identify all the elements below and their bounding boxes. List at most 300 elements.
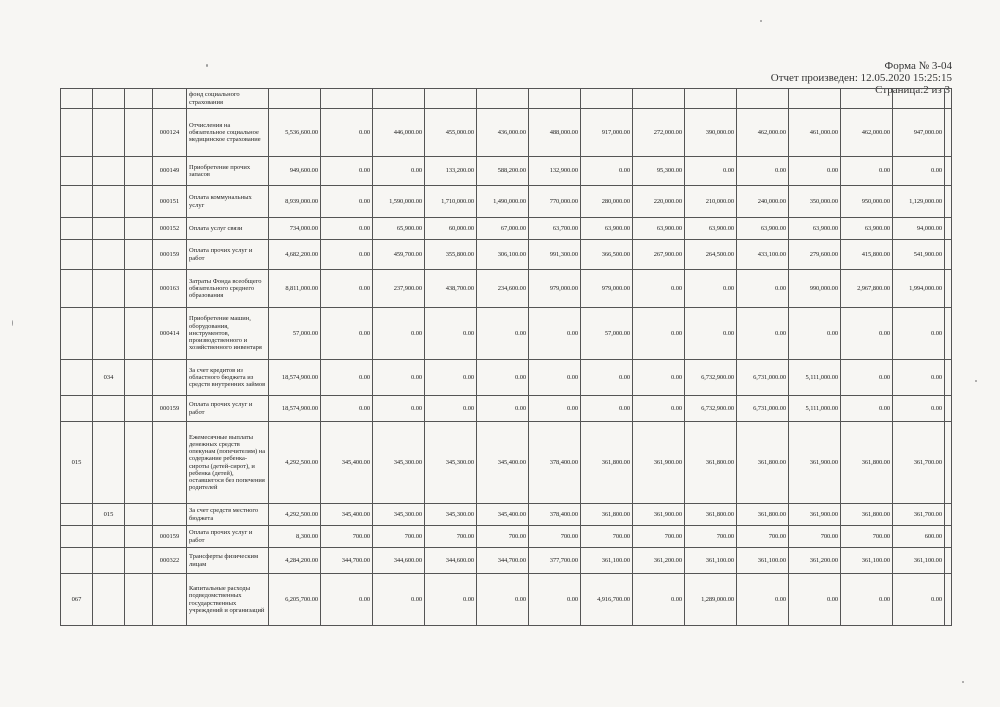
amount-cell: 462,000.00 [841, 109, 893, 157]
function-group-cell [61, 308, 93, 360]
amount-cell: 0.00 [789, 574, 841, 626]
amount-cell: 63,900.00 [633, 218, 685, 240]
amount-cell: 0.00 [581, 396, 633, 422]
amount-cell: 1,490,000.00 [477, 186, 529, 218]
item-name-cell: Оплата прочих услуг и работ [187, 240, 269, 270]
amount-cell: 60,000.00 [425, 218, 477, 240]
amount-cell: 132,900.00 [529, 157, 581, 186]
table-row [61, 308, 952, 360]
amount-cell: 700.00 [373, 526, 425, 548]
specific-code-cell: 000414 [153, 308, 187, 360]
amount-cell: 0.00 [529, 308, 581, 360]
amount-cell: 588,200.00 [477, 157, 529, 186]
amount-cell: 0.00 [373, 157, 425, 186]
amount-cell: 0.00 [841, 574, 893, 626]
amount-cell: 234,600.00 [477, 270, 529, 308]
amount-cell: 279,600.00 [789, 240, 841, 270]
amount-cell: 361,800.00 [841, 422, 893, 504]
specific-code-cell: 000149 [153, 157, 187, 186]
amount-cell: 700.00 [841, 526, 893, 548]
amount-cell: 700.00 [737, 526, 789, 548]
amount-cell: 979,000.00 [529, 270, 581, 308]
amount-cell: 438,700.00 [425, 270, 477, 308]
amount-cell: 345,400.00 [477, 422, 529, 504]
amount-cell: 345,400.00 [321, 422, 373, 504]
amount-cell: 461,000.00 [789, 109, 841, 157]
program-cell [125, 574, 153, 626]
amount-cell: 345,300.00 [425, 422, 477, 504]
amount-cell: 378,400.00 [529, 422, 581, 504]
amount-cell: 18,574,900.00 [269, 396, 321, 422]
function-group-cell [61, 186, 93, 218]
function-group-cell [61, 109, 93, 157]
amount-cell: 220,000.00 [633, 186, 685, 218]
amount-cell: 361,900.00 [789, 422, 841, 504]
subgroup-cell: 034 [93, 360, 125, 396]
function-group-cell [61, 548, 93, 574]
amount-cell: 0.00 [321, 574, 373, 626]
subgroup-cell [93, 89, 125, 109]
specific-code-cell: 000152 [153, 218, 187, 240]
item-name-cell: За счет кредитов из областного бюджета из средств внутренних займов [187, 360, 269, 396]
amount-cell: 947,000.00 [893, 109, 945, 157]
amount-cell: 0.00 [529, 396, 581, 422]
amount-cell [945, 574, 952, 626]
function-group-cell: 015 [61, 422, 93, 504]
amount-cell: 541,900.00 [893, 240, 945, 270]
amount-cell: 361,900.00 [633, 422, 685, 504]
amount-cell [477, 89, 529, 109]
amount-cell: 0.00 [373, 574, 425, 626]
amount-cell [737, 89, 789, 109]
amount-cell [945, 89, 952, 109]
amount-cell [581, 89, 633, 109]
amount-cell: 0.00 [789, 157, 841, 186]
item-name-cell: Оплата услуг связи [187, 218, 269, 240]
amount-cell: 344,600.00 [373, 548, 425, 574]
amount-cell: 0.00 [737, 157, 789, 186]
amount-cell: 0.00 [893, 396, 945, 422]
amount-cell: 700.00 [685, 526, 737, 548]
amount-cell: 361,800.00 [685, 422, 737, 504]
amount-cell: 345,400.00 [477, 504, 529, 526]
amount-cell: 0.00 [841, 308, 893, 360]
amount-cell: 0.00 [425, 360, 477, 396]
amount-cell: 344,600.00 [425, 548, 477, 574]
amount-cell [893, 89, 945, 109]
amount-cell [633, 89, 685, 109]
specific-code-cell [153, 422, 187, 504]
program-cell [125, 504, 153, 526]
form-number: Форма № 3-04 [884, 60, 952, 72]
amount-cell [945, 422, 952, 504]
amount-cell: 18,574,900.00 [269, 360, 321, 396]
amount-cell: 0.00 [321, 396, 373, 422]
amount-cell [945, 109, 952, 157]
amount-cell: 949,600.00 [269, 157, 321, 186]
item-name-cell: Оплата прочих услуг и работ [187, 526, 269, 548]
amount-cell: 0.00 [893, 574, 945, 626]
amount-cell: 361,100.00 [841, 548, 893, 574]
amount-cell: 306,100.00 [477, 240, 529, 270]
specific-code-cell [153, 360, 187, 396]
table-row [61, 574, 952, 626]
amount-cell: 990,000.00 [789, 270, 841, 308]
amount-cell [945, 270, 952, 308]
amount-cell: 5,111,000.00 [789, 396, 841, 422]
table-row [61, 396, 952, 422]
amount-cell: 979,000.00 [581, 270, 633, 308]
amount-cell: 991,300.00 [529, 240, 581, 270]
amount-cell: 4,916,700.00 [581, 574, 633, 626]
table-row [61, 218, 952, 240]
table-row [61, 526, 952, 548]
amount-cell: 0.00 [321, 360, 373, 396]
amount-cell: 210,000.00 [685, 186, 737, 218]
amount-cell: 6,732,900.00 [685, 396, 737, 422]
amount-cell [945, 396, 952, 422]
amount-cell: 700.00 [425, 526, 477, 548]
item-name-cell: Отчисления на обязательное социальное медицинское страхование [187, 109, 269, 157]
amount-cell: 0.00 [321, 157, 373, 186]
amount-cell: 433,100.00 [737, 240, 789, 270]
amount-cell: 700.00 [581, 526, 633, 548]
amount-cell: 488,000.00 [529, 109, 581, 157]
function-group-cell: 067 [61, 574, 93, 626]
amount-cell: 366,500.00 [581, 240, 633, 270]
item-name-cell: Оплата коммунальных услуг [187, 186, 269, 218]
amount-cell: 65,900.00 [373, 218, 425, 240]
function-group-cell [61, 218, 93, 240]
amount-cell: 4,284,200.00 [269, 548, 321, 574]
function-group-cell [61, 89, 93, 109]
amount-cell: 0.00 [321, 186, 373, 218]
amount-cell: 459,700.00 [373, 240, 425, 270]
amount-cell: 1,129,000.00 [893, 186, 945, 218]
amount-cell: 361,100.00 [893, 548, 945, 574]
amount-cell: 8,811,000.00 [269, 270, 321, 308]
table-row [61, 270, 952, 308]
amount-cell: 63,900.00 [737, 218, 789, 240]
amount-cell: 446,000.00 [373, 109, 425, 157]
amount-cell: 0.00 [841, 396, 893, 422]
item-name-cell: Затраты Фонда всеобщего обязательного среднего образования [187, 270, 269, 308]
amount-cell: 0.00 [425, 574, 477, 626]
program-cell [125, 240, 153, 270]
amount-cell [945, 218, 952, 240]
amount-cell: 0.00 [477, 396, 529, 422]
amount-cell: 361,800.00 [581, 422, 633, 504]
amount-cell: 436,000.00 [477, 109, 529, 157]
table-row [61, 360, 952, 396]
item-name-cell: Оплата прочих услуг и работ [187, 396, 269, 422]
amount-cell: 0.00 [373, 360, 425, 396]
amount-cell: 0.00 [321, 109, 373, 157]
amount-cell: 0.00 [321, 218, 373, 240]
amount-cell: 345,400.00 [321, 504, 373, 526]
amount-cell: 63,900.00 [789, 218, 841, 240]
amount-cell: 0.00 [477, 574, 529, 626]
amount-cell: 361,900.00 [633, 504, 685, 526]
amount-cell: 0.00 [581, 157, 633, 186]
subgroup-cell: 015 [93, 504, 125, 526]
function-group-cell [61, 504, 93, 526]
amount-cell: 361,700.00 [893, 422, 945, 504]
amount-cell: 8,300.00 [269, 526, 321, 548]
subgroup-cell [93, 396, 125, 422]
amount-cell: 0.00 [685, 308, 737, 360]
amount-cell: 133,200.00 [425, 157, 477, 186]
specific-code-cell: 000124 [153, 109, 187, 157]
amount-cell: 700.00 [633, 526, 685, 548]
subgroup-cell [93, 240, 125, 270]
item-name-cell: Трансферты физическим лицам [187, 548, 269, 574]
amount-cell: 0.00 [893, 308, 945, 360]
amount-cell: 344,700.00 [321, 548, 373, 574]
specific-code-cell [153, 89, 187, 109]
amount-cell: 361,100.00 [737, 548, 789, 574]
amount-cell: 950,000.00 [841, 186, 893, 218]
item-name-cell: фонд социального страхования [187, 89, 269, 109]
subgroup-cell [93, 218, 125, 240]
amount-cell: 67,000.00 [477, 218, 529, 240]
amount-cell [945, 526, 952, 548]
specific-code-cell [153, 574, 187, 626]
amount-cell [945, 548, 952, 574]
amount-cell [425, 89, 477, 109]
function-group-cell [61, 360, 93, 396]
function-group-cell [61, 240, 93, 270]
amount-cell: 6,205,700.00 [269, 574, 321, 626]
table-row [61, 89, 952, 109]
program-cell [125, 218, 153, 240]
table-row [61, 186, 952, 218]
amount-cell: 1,710,000.00 [425, 186, 477, 218]
item-name-cell: Приобретение прочих запасов [187, 157, 269, 186]
amount-cell: 361,800.00 [737, 504, 789, 526]
amount-cell: 600.00 [893, 526, 945, 548]
amount-cell: 1,590,000.00 [373, 186, 425, 218]
amount-cell: 6,731,000.00 [737, 396, 789, 422]
program-cell [125, 270, 153, 308]
amount-cell: 0.00 [841, 157, 893, 186]
amount-cell: 95,300.00 [633, 157, 685, 186]
amount-cell: 361,700.00 [893, 504, 945, 526]
specific-code-cell: 000159 [153, 240, 187, 270]
amount-cell [685, 89, 737, 109]
amount-cell [945, 504, 952, 526]
amount-cell [789, 89, 841, 109]
amount-cell: 361,200.00 [789, 548, 841, 574]
function-group-cell [61, 270, 93, 308]
amount-cell: 0.00 [737, 308, 789, 360]
amount-cell: 700.00 [789, 526, 841, 548]
amount-cell: 0.00 [685, 157, 737, 186]
subgroup-cell [93, 574, 125, 626]
amount-cell: 237,900.00 [373, 270, 425, 308]
amount-cell: 5,111,000.00 [789, 360, 841, 396]
program-cell [125, 89, 153, 109]
amount-cell [269, 89, 321, 109]
program-cell [125, 360, 153, 396]
amount-cell [945, 186, 952, 218]
amount-cell: 63,700.00 [529, 218, 581, 240]
specific-code-cell [153, 504, 187, 526]
amount-cell: 0.00 [477, 308, 529, 360]
program-cell [125, 109, 153, 157]
amount-cell: 280,000.00 [581, 186, 633, 218]
amount-cell: 1,289,000.00 [685, 574, 737, 626]
page-number: Страница:2 из 3 [875, 84, 950, 96]
amount-cell: 2,967,800.00 [841, 270, 893, 308]
subgroup-cell [93, 186, 125, 218]
item-name-cell: Ежемесячные выплаты денежных средств опекунам (попечителям) на содержание ребенка-сироты (детей-сирот), и ребенка (детей), оставшегося без попечения родителей [187, 422, 269, 504]
amount-cell [321, 89, 373, 109]
amount-cell: 4,682,200.00 [269, 240, 321, 270]
amount-cell: 0.00 [633, 396, 685, 422]
amount-cell: 6,732,900.00 [685, 360, 737, 396]
specific-code-cell: 000159 [153, 526, 187, 548]
program-cell [125, 157, 153, 186]
table-row [61, 109, 952, 157]
amount-cell: 361,100.00 [581, 548, 633, 574]
amount-cell: 5,536,600.00 [269, 109, 321, 157]
budget-table [60, 88, 952, 626]
amount-cell: 264,500.00 [685, 240, 737, 270]
amount-cell: 390,000.00 [685, 109, 737, 157]
amount-cell: 4,292,500.00 [269, 422, 321, 504]
amount-cell: 361,800.00 [685, 504, 737, 526]
program-cell [125, 396, 153, 422]
amount-cell: 6,731,000.00 [737, 360, 789, 396]
amount-cell [945, 360, 952, 396]
amount-cell: 377,700.00 [529, 548, 581, 574]
amount-cell: 0.00 [529, 360, 581, 396]
table-row [61, 548, 952, 574]
program-cell [125, 548, 153, 574]
amount-cell: 0.00 [477, 360, 529, 396]
amount-cell: 344,700.00 [477, 548, 529, 574]
amount-cell: 240,000.00 [737, 186, 789, 218]
amount-cell: 0.00 [633, 574, 685, 626]
program-cell [125, 308, 153, 360]
amount-cell: 0.00 [321, 240, 373, 270]
amount-cell: 0.00 [789, 308, 841, 360]
amount-cell: 0.00 [425, 308, 477, 360]
amount-cell: 378,400.00 [529, 504, 581, 526]
amount-cell: 462,000.00 [737, 109, 789, 157]
specific-code-cell: 000151 [153, 186, 187, 218]
amount-cell [841, 89, 893, 109]
amount-cell: 361,800.00 [581, 504, 633, 526]
amount-cell: 361,100.00 [685, 548, 737, 574]
amount-cell [529, 89, 581, 109]
subgroup-cell [93, 308, 125, 360]
amount-cell: 0.00 [321, 308, 373, 360]
specific-code-cell: 000322 [153, 548, 187, 574]
amount-cell: 0.00 [893, 157, 945, 186]
amount-cell: 0.00 [373, 308, 425, 360]
amount-cell: 0.00 [685, 270, 737, 308]
amount-cell: 345,300.00 [373, 504, 425, 526]
amount-cell [945, 240, 952, 270]
amount-cell: 0.00 [737, 574, 789, 626]
amount-cell: 455,000.00 [425, 109, 477, 157]
amount-cell: 415,800.00 [841, 240, 893, 270]
subgroup-cell [93, 548, 125, 574]
amount-cell: 272,000.00 [633, 109, 685, 157]
amount-cell: 0.00 [581, 360, 633, 396]
amount-cell: 0.00 [737, 270, 789, 308]
amount-cell: 57,000.00 [269, 308, 321, 360]
amount-cell: 0.00 [893, 360, 945, 396]
amount-cell: 770,000.00 [529, 186, 581, 218]
subgroup-cell [93, 422, 125, 504]
amount-cell: 0.00 [633, 270, 685, 308]
amount-cell: 0.00 [529, 574, 581, 626]
amount-cell: 345,300.00 [425, 504, 477, 526]
amount-cell: 0.00 [841, 360, 893, 396]
amount-cell: 345,300.00 [373, 422, 425, 504]
amount-cell: 267,900.00 [633, 240, 685, 270]
amount-cell: 57,000.00 [581, 308, 633, 360]
amount-cell [945, 308, 952, 360]
amount-cell: 4,292,500.00 [269, 504, 321, 526]
amount-cell: 0.00 [321, 270, 373, 308]
amount-cell: 355,800.00 [425, 240, 477, 270]
table-row [61, 240, 952, 270]
amount-cell: 8,939,000.00 [269, 186, 321, 218]
subgroup-cell [93, 526, 125, 548]
amount-cell: 0.00 [373, 396, 425, 422]
specific-code-cell: 000163 [153, 270, 187, 308]
table-row [61, 422, 952, 504]
amount-cell: 94,000.00 [893, 218, 945, 240]
subgroup-cell [93, 109, 125, 157]
specific-code-cell: 000159 [153, 396, 187, 422]
amount-cell: 0.00 [633, 308, 685, 360]
amount-cell: 361,900.00 [789, 504, 841, 526]
program-cell [125, 186, 153, 218]
function-group-cell [61, 157, 93, 186]
amount-cell: 361,800.00 [737, 422, 789, 504]
amount-cell: 350,000.00 [789, 186, 841, 218]
program-cell [125, 422, 153, 504]
amount-cell: 361,800.00 [841, 504, 893, 526]
amount-cell: 63,900.00 [581, 218, 633, 240]
item-name-cell: Приобретение машин, оборудования, инструментов, производственного и хозяйственного инвентаря [187, 308, 269, 360]
item-name-cell: Капитальные расходы подведомственных государственных учреждений и организаций [187, 574, 269, 626]
program-cell [125, 526, 153, 548]
function-group-cell [61, 396, 93, 422]
subgroup-cell [93, 157, 125, 186]
table-row [61, 157, 952, 186]
amount-cell: 700.00 [477, 526, 529, 548]
amount-cell: 63,900.00 [841, 218, 893, 240]
amount-cell: 0.00 [633, 360, 685, 396]
amount-cell: 361,200.00 [633, 548, 685, 574]
item-name-cell: За счет средств местного бюджета [187, 504, 269, 526]
amount-cell [373, 89, 425, 109]
amount-cell: 700.00 [529, 526, 581, 548]
subgroup-cell [93, 270, 125, 308]
amount-cell: 700.00 [321, 526, 373, 548]
table-row [61, 504, 952, 526]
report-timestamp: Отчет произведен: 12.05.2020 15:25:15 [770, 72, 952, 84]
amount-cell: 917,000.00 [581, 109, 633, 157]
amount-cell: 63,900.00 [685, 218, 737, 240]
amount-cell: 1,994,000.00 [893, 270, 945, 308]
